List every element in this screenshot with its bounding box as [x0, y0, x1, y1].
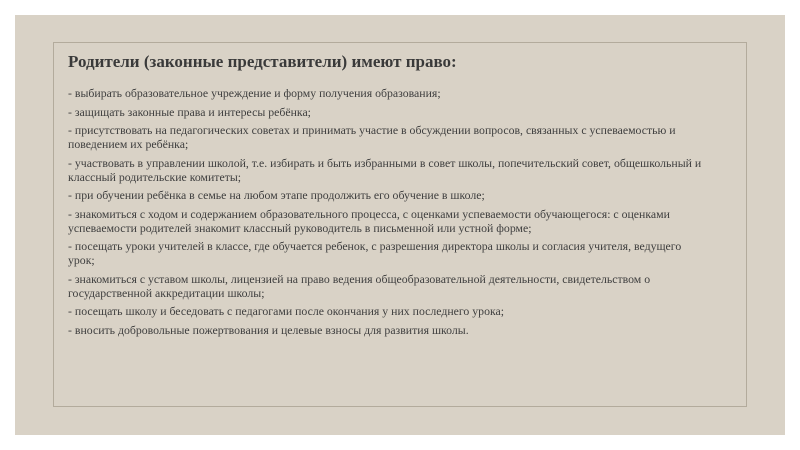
- list-item: - знакомиться с уставом школы, лицензией на право ведения общеобразовательной деятельности, свидетельством о государственной аккредитации школы;: [68, 271, 651, 300]
- list-item: - посещать уроки учителей в классе, где обучается ребенок, с разрешения директора школы и согласия учителя, ведущего урок;: [68, 239, 682, 267]
- list-item: - при обучении ребёнка в семье на любом этапе продолжить его обучение в школе;: [68, 188, 485, 202]
- list-item: - участвовать в управлении школой, т.е. избирать и быть избранными в совет школы, попечительский совет, общешкольный и классный родительские комитеты;: [68, 155, 702, 184]
- list-item: - защищать законные права и интересы ребёнка;: [68, 104, 311, 119]
- list-item: - присутствовать на педагогических советах и принимать участие в обсуждении вопросов, связанных с успеваемостью и поведением их ребёнка;: [68, 123, 676, 151]
- list-item: - знакомиться с ходом и содержанием образовательного процесса, с оценками успеваемости обучающегося: с оценками успеваемости родителей знакомит классный руководитель в письменной или устной форме;: [68, 206, 670, 235]
- list-item: - посещать школу и беседовать с педагогами после окончания у них последнего урока;: [68, 304, 505, 318]
- list-item: - выбирать образовательное учреждение и форму получения образования;: [68, 86, 441, 100]
- list-item: - вносить добровольные пожертвования и целевые взносы для развития школы.: [68, 322, 469, 337]
- rights-list: [68, 86, 708, 341]
- slide-title: Родители (законные представители) имеют право:: [68, 52, 457, 71]
